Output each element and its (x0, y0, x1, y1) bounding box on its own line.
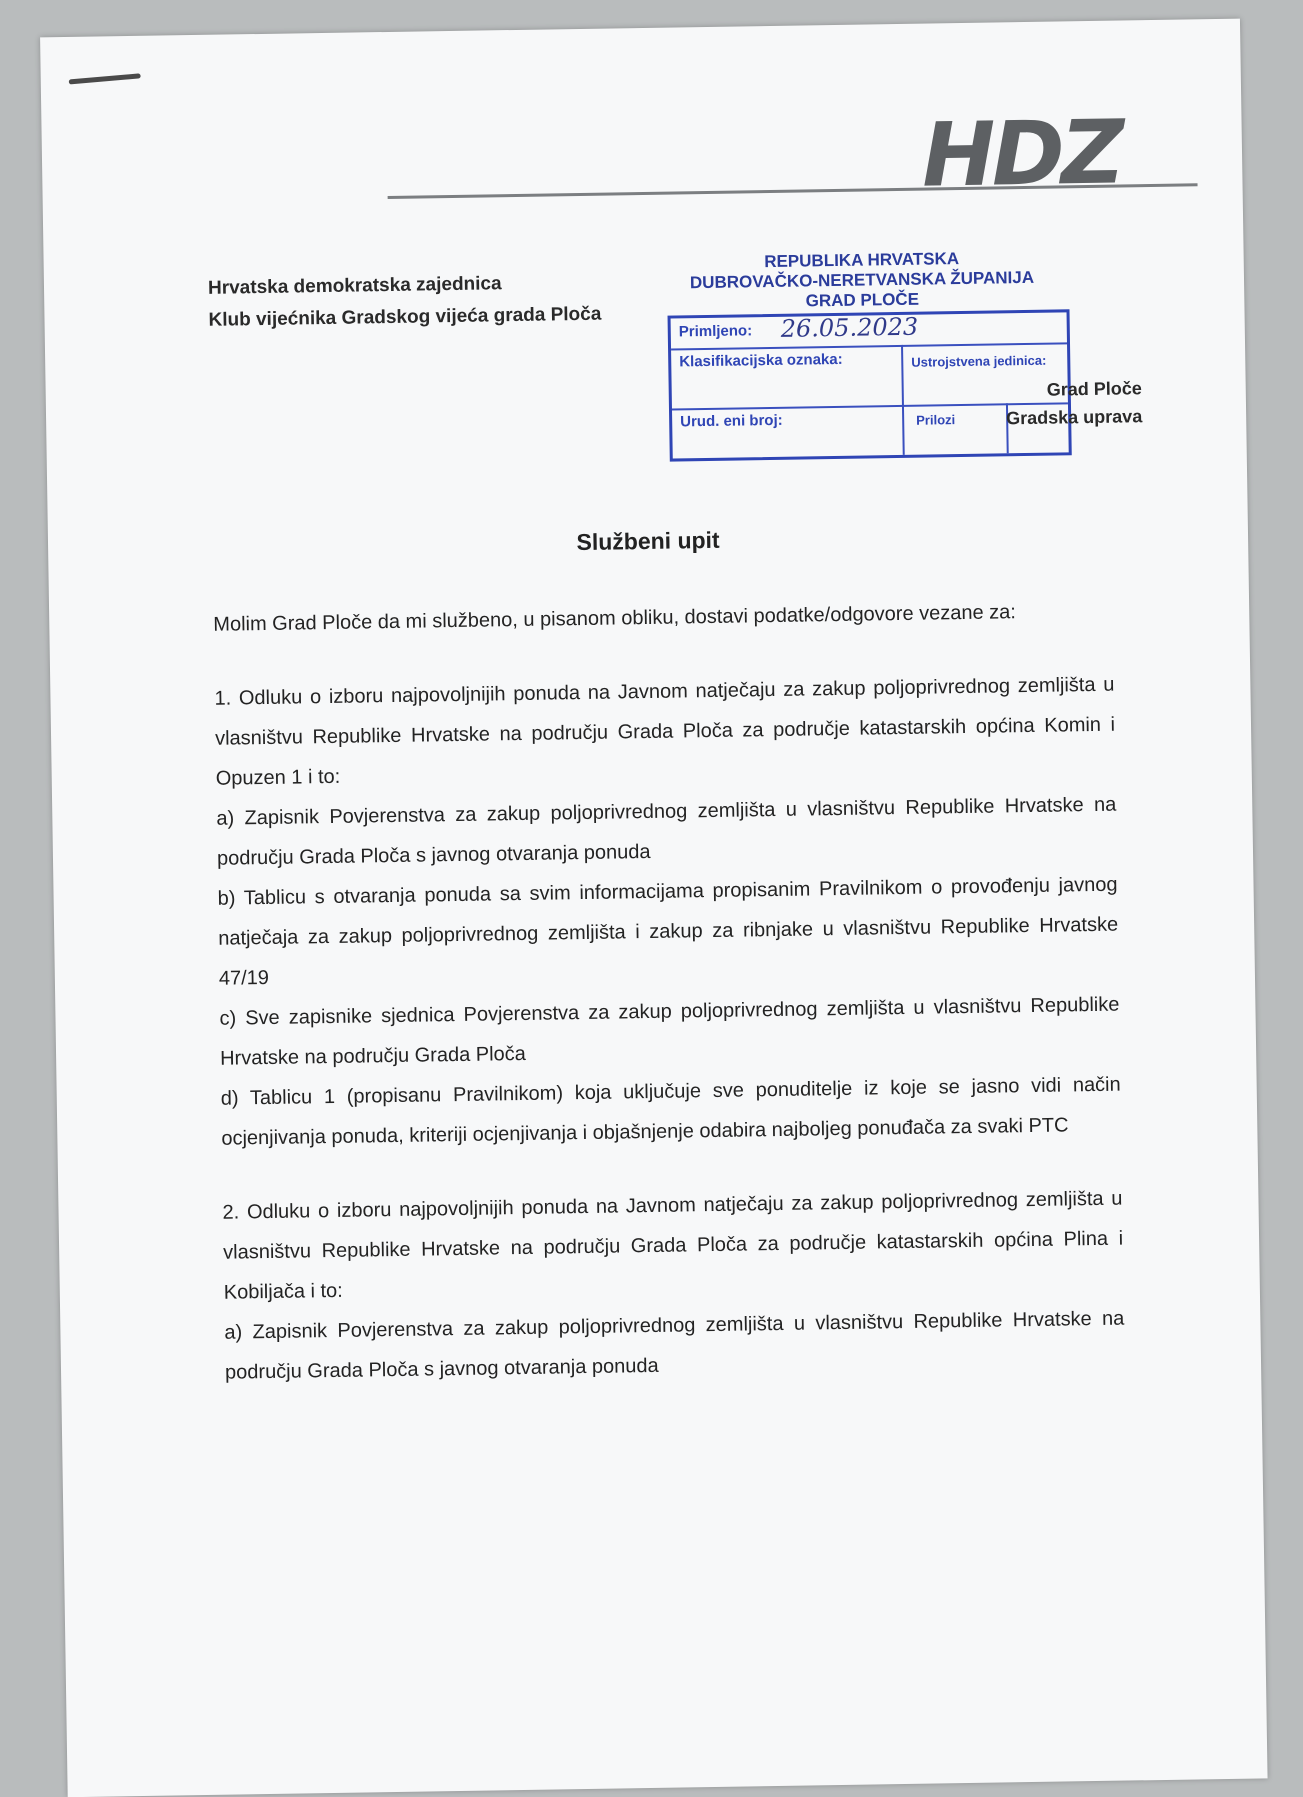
recipient-dept: Gradska uprava (1006, 406, 1143, 429)
sender-block (208, 267, 602, 337)
stamp-received-label: Primljeno: (678, 322, 753, 341)
stamp-city: GRAD PLOČE (805, 289, 920, 311)
document-page (40, 19, 1267, 1797)
stamp-header (672, 248, 1053, 314)
stamp-county: DUBROVAČKO-NERETVANSKA ŽUPANIJA (689, 267, 1035, 293)
item-1a: a) Zapisnik Povjerenstva za zakup poljoprivrednog zemljišta u vlasništvu Republike Hrvatske na području Grada Ploča s javnog otvaranja ponuda (216, 793, 1117, 870)
intro-paragraph: Molim Grad Ploče da mi službeno, u pisanom obliku, dostavi podatke/odgovore vezane za: (213, 601, 1017, 636)
item-1: 1. Odluku o izboru najpovoljnijih ponuda na Javnom natječaju za zakup poljoprivrednog zemljišta u vlasništvu Republike Hrvatske na području Grada Ploča za područje katastarskih općina Komin i Opuzen 1 i to: (214, 673, 1116, 790)
item-2: 2. Odluku o izboru najpovoljnijih ponuda na Javnom natječaju za zakup poljoprivrednog zemljišta u vlasništvu Republike Hrvatske na području Grada Ploča za područje katastarskih općina Plina i Kobiljača i to: (222, 1187, 1124, 1304)
sender-club: Klub vijećnika Gradskog vijeća grada Ploča (208, 303, 602, 331)
item-2a: a) Zapisnik Povjerenstva za zakup poljoprivrednog zemljišta u vlasništvu Republike Hrvatske na području Grada Ploča s javnog otvaranja ponuda (224, 1307, 1125, 1384)
item-1d: d) Tablicu 1 (propisanu Pravilnikom) koja uključuje sve ponuditelje iz koje se jasno vidi način ocjenjivanja ponuda, kriteriji ocjenjivanja i objašnjenje odabira najboljeg ponuđača za svaki PTC (220, 1073, 1121, 1150)
stamp-received-date: 26.05.2023 (780, 312, 919, 343)
item-1b: b) Tablicu s otvaranja ponuda sa svim informacijama propisanim Pravilnikom o provođenju javnog natječaja za zakup poljoprivrednog zemljišta i zakup za ribnjake u vlasništvu Republike Hrvatske 47/19 (217, 873, 1119, 990)
stamp-country: REPUBLIKA HRVATSKA (764, 249, 960, 272)
stamp-unit-label: Ustrojstvena jedinica: (911, 352, 1047, 370)
document-title: Službeni upit (576, 526, 720, 556)
stamp-attachments-label: Prilozi (916, 412, 956, 428)
staple (69, 73, 141, 84)
hdz-logo: HDZ (921, 100, 1122, 207)
item-1c: c) Sve zapisnike sjednica Povjerenstva za zakup poljoprivrednog zemljišta u vlasništvu Republike Hrvatske na području Grada Ploča (219, 993, 1120, 1070)
stamp-classification-label: Klasifikacijska oznaka: (679, 350, 843, 371)
recipient-city: Grad Ploče (1046, 378, 1142, 400)
document-body (213, 591, 1125, 1393)
stamp-reg-number-label: Urud. eni broj: (680, 411, 783, 431)
sender-org: Hrvatska demokratska zajednica (207, 273, 502, 299)
recipient-block (1006, 374, 1143, 432)
